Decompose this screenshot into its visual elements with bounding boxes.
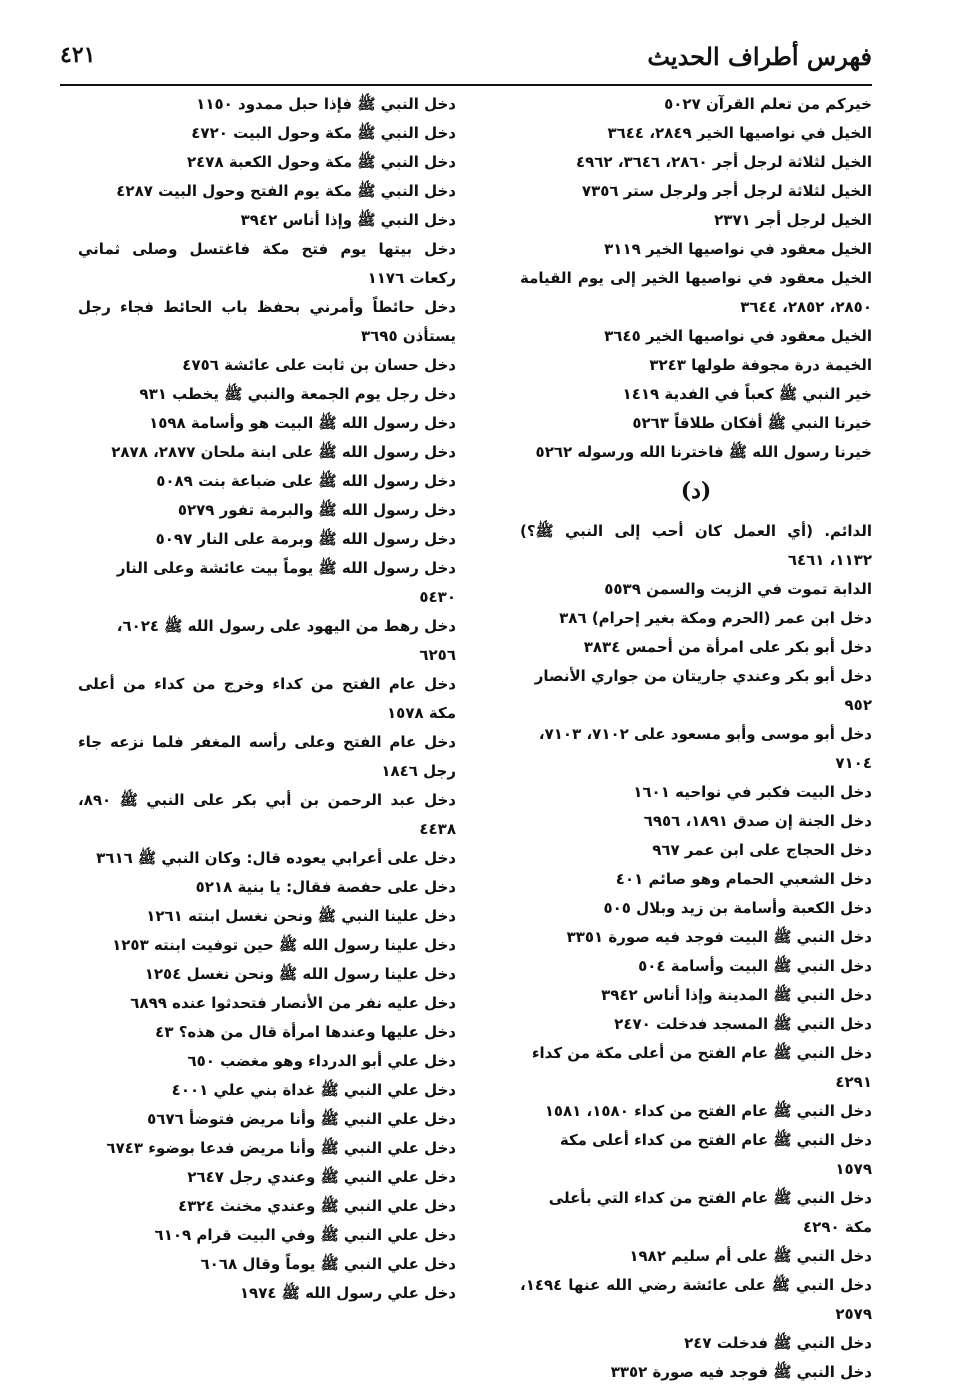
index-entry: دخل النبي ﷺ فوجد فيه صورة ٣٣٥٢ — [610, 1363, 872, 1381]
index-entry: دخل النبي ﷺ فدخلت ٢٤٧ — [684, 1334, 872, 1352]
index-entry: دخل النبي ﷺ عام الفتح من كداء أعلى مكة ١٥٧٩ — [559, 1131, 872, 1178]
index-entry: دخل النبي ﷺ البيت فوجد فيه صورة ٣٣٥١ — [566, 928, 872, 946]
index-entry: دخل علينا رسول الله ﷺ حين توفيت ابنته ١٢٥٣ — [112, 936, 456, 954]
index-entry: الخيل لثلاثة لرجل أجر ٢٨٦٠، ٣٦٤٦، ٤٩٦٢ — [575, 153, 872, 171]
index-entry: خيرنا النبي ﷺ أفكان طلاقاً ٥٢٦٣ — [632, 414, 872, 432]
index-entry: دخل علي النبي ﷺ غداة بني علي ٤٠٠١ — [171, 1081, 456, 1099]
index-entry: دخل النبي ﷺ المسجد فدخلت ٢٤٧٠ — [614, 1015, 872, 1033]
index-entry: دخل أبو بكر وعندي جاريتان من جواري الأنصار ٩٥٢ — [534, 667, 872, 714]
index-entry: دخل حائطاً وأمرني بحفظ باب الحائط فجاء رجل يستأذن ٣٦٩٥ — [78, 298, 456, 345]
index-entry: دخل على حفصة فقال: يا بنية ٥٢١٨ — [195, 878, 456, 896]
index-entry: دخل الكعبة وأسامة بن زيد وبلال ٥٠٥ — [603, 899, 872, 917]
index-entry: دخل الحجاج على ابن عمر ٩٦٧ — [652, 841, 872, 859]
index-entry: خيركم من تعلم القرآن ٥٠٢٧ — [664, 95, 872, 113]
index-entry: دخل رهط من اليهود على رسول الله ﷺ ٦٠٢٤، ٦٢٥٦ — [116, 617, 456, 664]
index-entry: دخل رسول الله ﷺ يوماً بيت عائشة وعلى النار ٥٤٣٠ — [116, 559, 456, 606]
index-entry: دخل رسول الله ﷺ البيت هو وأسامة ١٥٩٨ — [149, 414, 456, 432]
page-number: ٤٢١ — [60, 42, 96, 68]
header-rule — [60, 84, 872, 86]
index-entry: دخل رجل يوم الجمعة والنبي ﷺ يخطب ٩٣١ — [139, 385, 456, 403]
index-entry: الخيمة درة مجوفة طولها ٣٢٤٣ — [649, 356, 872, 374]
index-entry: دخل علي أبو الدرداء وهو مغضب ٦٥٠ — [187, 1052, 456, 1070]
index-entry: دخل حسان بن ثابت على عائشة ٤٧٥٦ — [182, 356, 456, 374]
index-entry: الخيل معقود في نواصيها الخير ٣٦٤٥ — [604, 327, 872, 345]
index-entry: دخل علي النبي ﷺ وأنا مريض فدعا بوضوء ٦٧٤٣ — [106, 1139, 456, 1157]
index-entry: دخل عام الفتح وعلى رأسه المغفر فلما نزعه جاء رجل ١٨٤٦ — [78, 733, 456, 780]
index-entry: دخل النبي ﷺ على أم سليم ١٩٨٢ — [629, 1247, 872, 1265]
index-entry: خيرنا رسول الله ﷺ فاخترنا الله ورسوله ٥٢٦٢ — [535, 443, 872, 461]
index-entry: دخل رسول الله ﷺ على ضباعة بنت ٥٠٨٩ — [156, 472, 456, 490]
index-entry: دخل النبي ﷺ مكة وحول البيت ٤٧٢٠ — [191, 124, 456, 142]
index-entry: خير النبي ﷺ كعباً في الفدية ١٤١٩ — [622, 385, 872, 403]
index-entry: دخل علي النبي ﷺ يوماً وقال ٦٠٦٨ — [200, 1255, 456, 1273]
index-entry: دخل علينا النبي ﷺ ونحن نغسل ابنته ١٢٦١ — [146, 907, 456, 925]
index-entry: دخل ابن عمر (الحرم ومكة بغير إحرام) ٣٨٦ — [559, 609, 872, 627]
index-entry: دخل البيت فكبر في نواحيه ١٦٠١ — [633, 783, 872, 801]
index-entry: دخل الشعبي الحمام وهو صائم ٤٠١ — [615, 870, 872, 888]
index-entry: الدابة تموت في الزيت والسمن ٥٥٣٩ — [604, 580, 872, 598]
index-entry: دخل رسول الله ﷺ والبرمة تفور ٥٢٧٩ — [177, 501, 456, 519]
index-entry: دخل أبو موسى وأبو مسعود على ٧١٠٢، ٧١٠٣، ٧١٠٤ — [538, 725, 872, 772]
index-entry: دخل علينا رسول الله ﷺ ونحن نغسل ١٢٥٤ — [144, 965, 456, 983]
running-title: فهرس أطراف الحديث — [647, 42, 872, 71]
index-entry: الخيل في نواصيها الخير ٢٨٤٩، ٣٦٤٤ — [607, 124, 872, 142]
index-entry: دخل عليها وعندها امرأة قال من هذه؟ ٤٣ — [155, 1023, 456, 1041]
index-entry: دخل الجنة إن صدق ١٨٩١، ٦٩٥٦ — [643, 812, 872, 830]
index-entry: دخل علي النبي ﷺ وعندي مخنث ٤٣٢٤ — [178, 1197, 456, 1215]
index-entry: دخل النبي ﷺ البيت وأسامة ٥٠٤ — [638, 957, 872, 975]
index-entry: دخل علي النبي ﷺ وفي البيت قرام ٦١٠٩ — [154, 1226, 456, 1244]
index-entry: دخل علي النبي ﷺ وأنا مريض فتوضأ ٥٦٧٦ — [147, 1110, 456, 1128]
index-entry: الخيل معقود في نواصيها الخير ٣١١٩ — [604, 240, 872, 258]
right-column — [520, 90, 872, 1387]
index-entry: دخل أبو بكر على امرأة من أحمس ٣٨٣٤ — [583, 638, 872, 656]
left-column — [78, 90, 456, 1308]
index-entry: دخل علي النبي ﷺ وعندي رجل ٢٦٤٧ — [187, 1168, 456, 1186]
index-entry: الخيل لرجل أجر ٢٣٧١ — [714, 211, 872, 229]
index-entry: دخل النبي ﷺ فإذا حبل ممدود ١١٥٠ — [196, 95, 456, 113]
index-entry: دخل عبد الرحمن بن أبي بكر على النبي ﷺ ٨٩٠، ٤٤٣٨ — [78, 791, 456, 838]
index-entry: الخيل معقود في نواصيها الخير إلى يوم القيامة ٢٨٥٠، ٢٨٥٢، ٣٦٤٤ — [520, 269, 872, 316]
index-entry: دخل علي رسول الله ﷺ ١٩٧٤ — [239, 1284, 456, 1302]
index-entry: دخل النبي ﷺ على عائشة رضي الله عنها ١٤٩٤، ٢٥٧٩ — [520, 1276, 872, 1323]
index-entry: دخل رسول الله ﷺ وبرمة على النار ٥٠٩٧ — [155, 530, 456, 548]
index-entry: دخل بيتها يوم فتح مكة فاغتسل وصلى ثماني ركعات ١١٧٦ — [78, 240, 456, 287]
index-entry: دخل النبي ﷺ المدينة وإذا أناس ٣٩٤٢ — [601, 986, 872, 1004]
index-entry: دخل عليه نفر من الأنصار فتحدثوا عنده ٦٨٩٩ — [130, 994, 456, 1012]
index-entry: الدائم. (أي العمل كان أحب إلى النبي ﷺ؟) ١١٣٢، ٦٤٦١ — [520, 522, 872, 569]
index-entry: الخيل لثلاثة لرجل أجر ولرجل ستر ٧٣٥٦ — [581, 182, 872, 200]
index-entry: دخل على أعرابي يعوده قال: وكان النبي ﷺ ٣٦١٦ — [96, 849, 456, 867]
index-entry: دخل النبي ﷺ مكة وحول الكعبة ٢٤٧٨ — [186, 153, 456, 171]
index-entry: دخل النبي ﷺ عام الفتح من كداء ١٥٨٠، ١٥٨١ — [544, 1102, 872, 1120]
section-letter-dal: (د) — [680, 478, 712, 504]
page-header — [60, 38, 872, 84]
index-entry: دخل النبي ﷺ عام الفتح من كداء التي بأعلى مكة ٤٢٩٠ — [548, 1189, 872, 1236]
index-entry: دخل النبي ﷺ وإذا أناس ٣٩٤٢ — [240, 211, 456, 229]
index-entry: دخل عام الفتح من كداء وخرج من كداء من أعلى مكة ١٥٧٨ — [78, 675, 456, 722]
index-entry: دخل النبي ﷺ عام الفتح من أعلى مكة من كداء ٤٢٩١ — [531, 1044, 872, 1091]
index-entry: دخل النبي ﷺ مكة يوم الفتح وحول البيت ٤٢٨٧ — [116, 182, 456, 200]
index-entry: دخل رسول الله ﷺ على ابنة ملحان ٢٨٧٧، ٢٨٧٨ — [111, 443, 456, 461]
